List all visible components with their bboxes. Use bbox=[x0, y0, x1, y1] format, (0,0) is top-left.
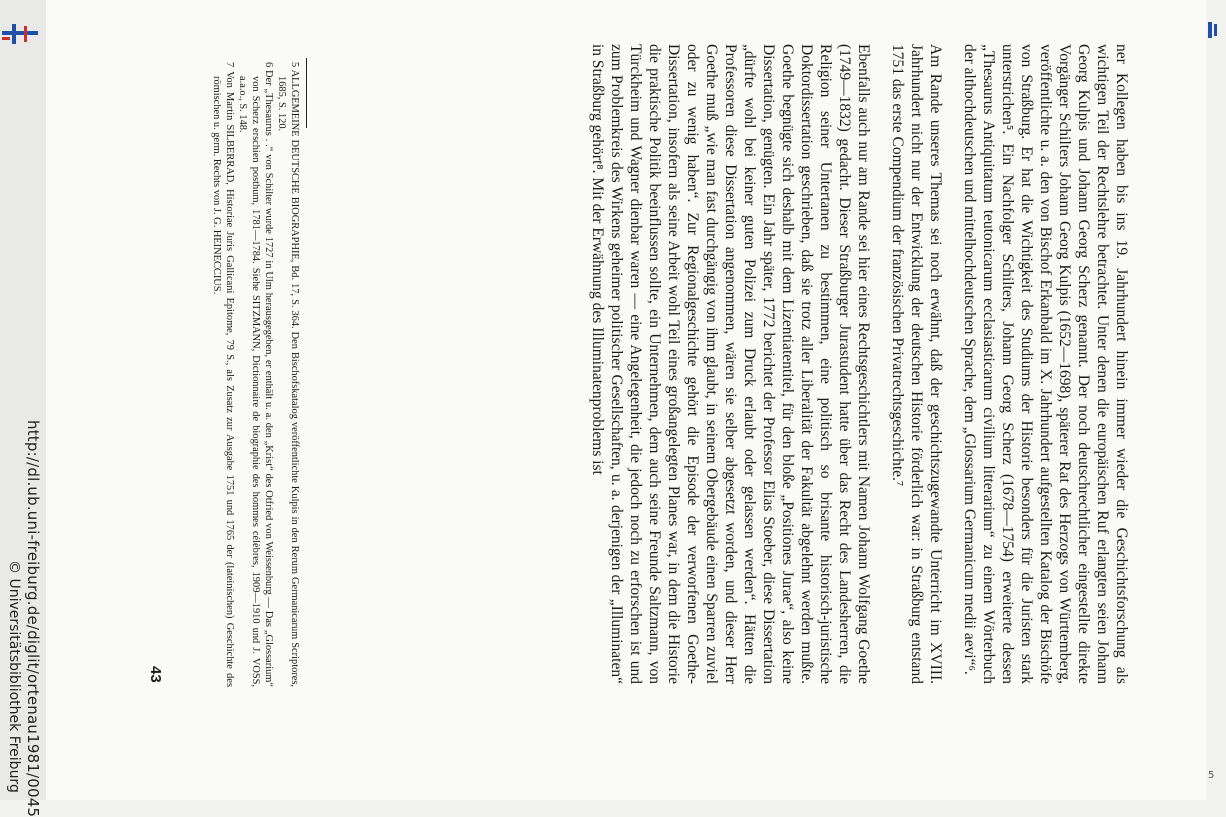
page-number: 43 bbox=[147, 666, 164, 683]
scanned-page bbox=[46, 0, 1206, 800]
scan-calibration-marker-icon bbox=[2, 22, 38, 46]
footnote-5: 5 ALLGEMEINE DEUTSCHE BIOGRAPHIE, Bd. 17, S. 364. Den Bischofskatalog veröffentlichte Kulpis in den Rerum Germanicarum Scriptores, 1685, S. 120. bbox=[276, 62, 300, 687]
footnotes bbox=[210, 62, 301, 687]
paragraph-1: ner Kollegen haben bis ins 19. Jahrhundert hinein immer wieder die Geschichtsforschung als wichtigen Teil der Rechtslehre betrachtet. Unter denen die europäischen Ruf erlangten seien Johann Georg Kulpis und Johann Georg Scherz genannt. Der noch deutschrechtlicher eingestellte direkte Vorgänger Schilters Johann Georg Kulpis (1652—1698), späterer Rat des Herzogs von Württemberg, veröffentlichte u. a. den von Bischof Erkanbald im X. Jahrhundert aufgestellten Katalog der Bischöfe von Straßburg. Er hat die Wichtigkeit des Studiums der Historie besonders für die Juristen stark unterstrichen⁵. Ein Nachfolger Schilters, Johann Georg Scherz (1678—1754) erweiterte dessen „Thesaurus Antiquitatum teutonicarum ecclasiasticarum civilium litterarium“ zu einem Wörterbuch der althochdeutschen und mittelhochdeutschen Sprache, dem „Glossarium Germanicum medii aevi“⁶. bbox=[961, 44, 1130, 684]
footnote-7: 7 Von Martin SILBERRAD, Historiae Juris Gallicani Epitome, 79 S., als Zusatz zur Ausgabe 1751 und 1765 der (lateinischen) Geschichte des römischen u. germ. Rechts von J. G. HEINECCIUS. bbox=[211, 62, 235, 687]
paragraph-3: Ebenfalls auch nur am Rande sei hier eines Rechtsgeschichtlers mit Namen Johann Wolfgang Goethe (1749—1832) gedacht. Dieser Straßburger Jurastudent hatte über das Recht des Landesherren, die Religion seiner Untertanen zu bestimmen, eine politisch so brisante historisch-juristische Doktordissertation geschrieben, daß sie trotz aller Liberalität der Fakultät abgelehnt werden mußte. Goethe begnügte sich deshalb mit dem Lizentiatentitel, für den bloße „Positiones Jurae“, also keine Dissertation, genügten. Ein Jahr später, 1772 berichtet der Professor Elias Stoeber, diese Dissertation „dürfte wohl bei keiner guten Polizei zum Druck erlaubt oder gelassen werden“. Hätten die Professoren diese Dissertation angenommen, wären sie selber abgesetzt worden, und dieser Herr Goethe muß „wie man fast durchgängig von ihm glaubt, in seinem Obergebäude einen Sparren zuviel oder zu wenig haben“. Zur Regionalgeschichte gehört die Episode der verworfenen Goethe-Dissertation, insofern als seine Arbeit wohl Teil eines großangelegten Planes war, in dem die Historie die praktische Politik beeinflussen sollte, ein Unternehmen, dem auch seine Freunde Saltzmann, von Türckheim und Wagner dienbar waren — eine Angelegenheit, die jedoch noch zu erforschen ist und zum Problemkreis des Wirkens geheimer politischer Gesellschaften, u. a. derjenigen der „Illuminaten“ in Straßburg gehört⁸. Mit der Erwähnung des Illuminatenproblems ist bbox=[589, 44, 872, 684]
footnote-6: 6 Der „Thesaurus . .“ von Schilter wurde 1727 in Ulm herausgegeben, er enthält u. a. den „Krist“ des Otfried von Weissenburg — Das „Glossarium“ von Scherz erschien posthum, 1781—1784. Siehe SITZMANN, Dictionnaire de biographie des hommes célèbres, 1909—1910 und J. VOSS, a.a.o., S. 148. bbox=[237, 62, 274, 687]
source-url[interactable]: http://dl.ub.uni-freiburg.de/diglit/ortenau1981/0045 bbox=[24, 420, 42, 817]
scan-calibration-marker-right-icon bbox=[1206, 18, 1220, 42]
footnote-separator bbox=[306, 58, 307, 128]
copyright-notice: © Universitätsbibliothek Freiburg bbox=[6, 560, 22, 793]
paragraph-2: Am Rande unseres Themas sei noch erwähnt, daß der geschichtszugewandte Unterricht im XVIII. Jahrhundert nicht nur der Entwicklung der deutschen Historie förderlich war: in Straßburg entstand 1751 das erste Compendium der französischen Privatrechtsgeschichte.⁷ bbox=[889, 44, 944, 684]
body-text bbox=[573, 44, 1131, 684]
edge-mark: 5 bbox=[1208, 770, 1215, 781]
